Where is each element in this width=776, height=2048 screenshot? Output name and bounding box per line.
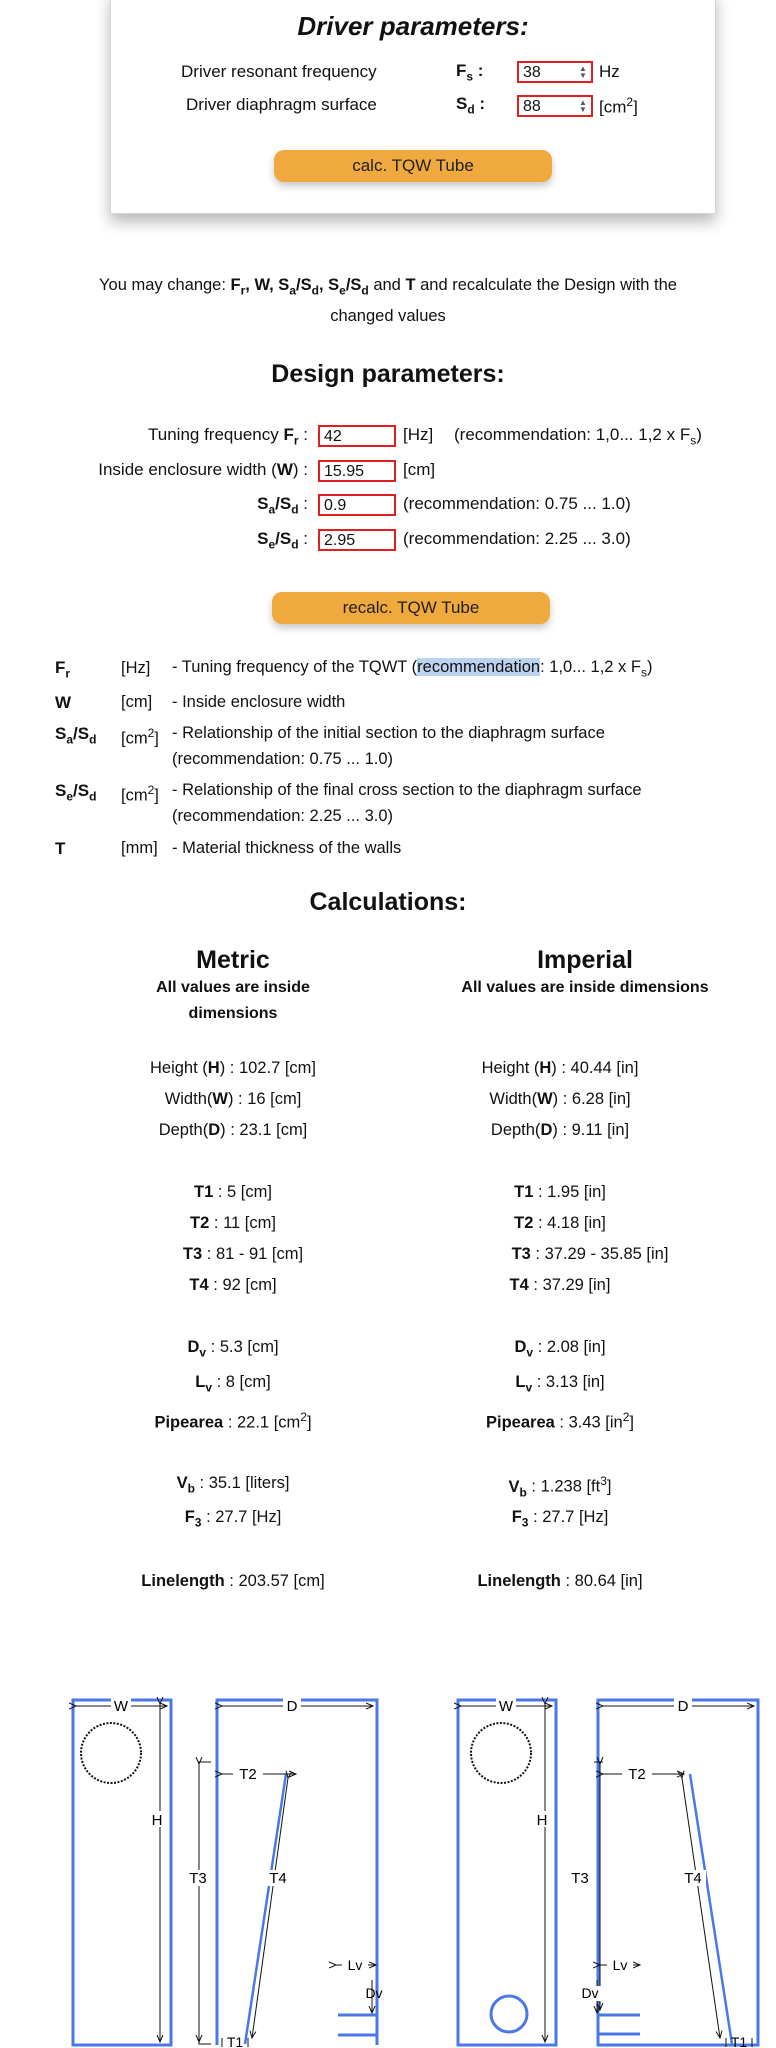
legend-fr-symbol: $F_r$ — [55, 658, 71, 681]
tuning-frequency-unit: [Hz] — [403, 425, 434, 444]
imperial-t4: T4 : 37.29 [in] — [509, 1276, 611, 1294]
metric-dv: $D_v$ : 5.3 [cm] — [187, 1338, 279, 1360]
legend-fr-unit: [Hz] — [121, 659, 151, 677]
sd-label: Driver diaphragm surface — [186, 95, 377, 114]
imperial-heading: Imperial — [537, 946, 633, 974]
imperial-d-label: D — [677, 1698, 689, 1715]
legend-se-sd-desc: - Relationship of the final cross section to the diaphragm surface — [172, 781, 642, 799]
metric-note-2: dimensions — [188, 1005, 278, 1022]
imperial-lv-label: Lv — [612, 1957, 628, 1973]
tuning-frequency-label: Tuning frequency $F_r$ : — [148, 425, 308, 448]
metric-front-panel — [73, 1700, 171, 2045]
metric-h-label: H — [151, 1812, 163, 1829]
metric-t2-label: T2 — [239, 1766, 257, 1783]
sd-unit: $[cm^2]$ — [599, 95, 638, 117]
imperial-t2: T2 : 4.18 [in] — [514, 1214, 606, 1232]
metric-t4-label: T4 — [269, 1870, 287, 1887]
metric-depth: Depth(D) : 23.1 [cm] — [158, 1121, 308, 1139]
imperial-height: Height (H) : 40.44 [in] — [481, 1059, 639, 1077]
imperial-depth: Depth(D) : 9.11 [in] — [490, 1121, 630, 1139]
metric-t3: T3 : 81 - 91 [cm] — [182, 1245, 304, 1263]
legend-t-symbol: T — [55, 839, 66, 858]
metric-d-label: D — [286, 1698, 298, 1715]
legend-w-desc: - Inside enclosure width — [172, 693, 346, 711]
driver-parameters-title: Driver parameters: — [297, 11, 529, 41]
metric-w-label: W — [113, 1698, 129, 1715]
legend-sa-sd-desc: - Relationship of the initial section to the diaphragm surface — [172, 724, 605, 742]
metric-heading-block — [113, 946, 353, 1027]
legend-se-sd-symbol: $S_e/S_d$ — [55, 781, 97, 804]
sd-input[interactable]: 88 ▲ ▼ — [517, 95, 593, 117]
imperial-f3: $F_3$ : 27.7 [Hz] — [511, 1508, 609, 1530]
spinner-icon[interactable]: ▲ ▼ — [579, 98, 587, 114]
imperial-vb: $V_b$ : 1.238 $[ft^3]$ — [508, 1474, 612, 1499]
recalc-tqw-tube-button[interactable]: recalc. TQW Tube — [272, 592, 550, 624]
metric-t4: T4 : 92 [cm] — [189, 1276, 277, 1294]
legend-sa-sd-symbol: $S_a/S_d$ — [55, 724, 97, 747]
imperial-front-panel — [458, 1700, 556, 2045]
imperial-linelength: Linelength : 80.64 [in] — [477, 1572, 643, 1590]
inside-width-label: Inside enclosure width (W) : — [98, 460, 308, 479]
metric-lv: $L_v$ : 8 [cm] — [195, 1373, 271, 1395]
sa-sd-input[interactable]: 0.9 — [318, 494, 396, 516]
metric-f3: $F_3$ : 27.7 [Hz] — [184, 1508, 282, 1530]
imperial-dv-label: Dv — [581, 1985, 599, 2001]
imperial-t1-label: T1 — [730, 2034, 748, 2048]
legend-sa-sd-desc2: (recommendation: 0.75 ... 1.0) — [172, 750, 394, 768]
inside-width-unit: [cm] — [403, 460, 436, 479]
imperial-h-label: H — [536, 1812, 548, 1829]
imperial-side-panel — [598, 1700, 758, 2045]
sa-sd-recommendation: (recommendation: 0.75 ... 1.0) — [403, 494, 631, 513]
inside-width-input[interactable]: 15.95 — [318, 460, 396, 482]
legend-t-unit: [mm] — [121, 839, 158, 857]
legend-fr-desc: - Tuning frequency of the TQWT (recommendation: 1,0... 1,2 x $F_s$) — [172, 658, 653, 680]
imperial-lv: $L_v$ : 3.13 [in] — [515, 1373, 605, 1395]
imperial-dv: $D_v$ : 2.08 [in] — [514, 1338, 606, 1360]
metric-vb: $V_b$ : 35.1 [liters] — [176, 1474, 290, 1496]
sd-symbol: $S_d$ : — [456, 94, 486, 117]
sa-sd-label: $S_a/S_d$ : — [257, 494, 308, 517]
imperial-port-circle-icon — [491, 1996, 527, 2032]
metric-t3-label: T3 — [189, 1870, 207, 1887]
metric-inner-divider — [245, 1774, 286, 2044]
metric-dv-label: Dv — [365, 1985, 383, 2001]
change-notice: You may change: $F_r$, W, $S_a/S_d$, $S_e/S_d$ and T and recalculate the Design with the — [99, 276, 677, 298]
metric-linelength: Linelength : 203.57 [cm] — [141, 1572, 325, 1590]
metric-diagram — [73, 1698, 383, 2048]
metric-heading: Metric — [196, 946, 270, 974]
se-sd-recommendation: (recommendation: 2.25 ... 3.0) — [403, 529, 631, 548]
fs-input[interactable]: 38 ▲ ▼ — [517, 61, 593, 83]
imperial-t1: T1 : 1.95 [in] — [514, 1183, 606, 1201]
fs-unit: Hz — [599, 62, 620, 81]
se-sd-input[interactable]: 2.95 — [318, 529, 396, 551]
fs-symbol: $F_s$ : — [456, 61, 484, 84]
imperial-inner-divider — [690, 1774, 732, 2044]
metric-driver-circle-icon — [81, 1723, 141, 1783]
legend-w-unit: [cm] — [121, 693, 153, 711]
imperial-diagram — [458, 1698, 758, 2048]
imperial-t3: T3 : 37.29 - 35.85 [in] — [511, 1245, 669, 1263]
fs-label: Driver resonant frequency — [181, 62, 377, 81]
imperial-w-label: W — [498, 1698, 514, 1715]
calculations-title: Calculations: — [309, 888, 467, 916]
tuning-frequency-recommendation: (recommendation: 1,0... 1,2 x $F_s$) — [454, 425, 702, 448]
imperial-width: Width(W) : 6.28 [in] — [489, 1090, 631, 1108]
imperial-note: All values are inside dimensions — [461, 979, 709, 996]
design-parameters-title: Design parameters: — [271, 360, 505, 388]
legend-se-sd-desc2: (recommendation: 2.25 ... 3.0) — [172, 807, 394, 825]
metric-note: All values are inside — [156, 979, 310, 996]
legend-w-symbol: W — [55, 693, 72, 712]
imperial-pipearea: Pipearea : 3.43 $[in^2]$ — [486, 1410, 634, 1432]
calc-tqw-tube-button[interactable]: calc. TQW Tube — [274, 150, 552, 182]
legend-sa-sd-unit: $[cm^2]$ — [121, 726, 159, 748]
tuning-frequency-input[interactable]: 42 — [318, 425, 396, 447]
metric-height: Height (H) : 102.7 [cm] — [150, 1059, 316, 1077]
metric-pipearea: Pipearea : 22.1 $[cm^2]$ — [154, 1410, 312, 1432]
metric-t2: T2 : 11 [cm] — [190, 1214, 276, 1232]
legend-t-desc: - Material thickness of the walls — [172, 839, 402, 857]
imperial-t2-label: T2 — [628, 1766, 646, 1783]
imperial-t3-label: T3 — [571, 1870, 589, 1887]
legend-se-sd-unit: $[cm^2]$ — [121, 783, 159, 805]
metric-t1: T1 : 5 [cm] — [194, 1183, 272, 1201]
se-sd-label: $S_e/S_d$ : — [257, 529, 308, 552]
driver-parameters-card — [110, 0, 716, 214]
metric-width: Width(W) : 16 [cm] — [164, 1090, 302, 1108]
tqwt-diagrams — [0, 1680, 776, 2048]
metric-lv-label: Lv — [347, 1957, 363, 1973]
imperial-t4-label: T4 — [684, 1870, 702, 1887]
spinner-icon[interactable]: ▲ ▼ — [579, 64, 587, 80]
change-notice-line2: changed values — [330, 307, 446, 325]
metric-side-panel — [217, 1700, 377, 2045]
imperial-heading-block — [430, 946, 740, 1001]
imperial-driver-circle-icon — [471, 1723, 531, 1783]
metric-t1-label: T1 — [226, 2034, 244, 2048]
